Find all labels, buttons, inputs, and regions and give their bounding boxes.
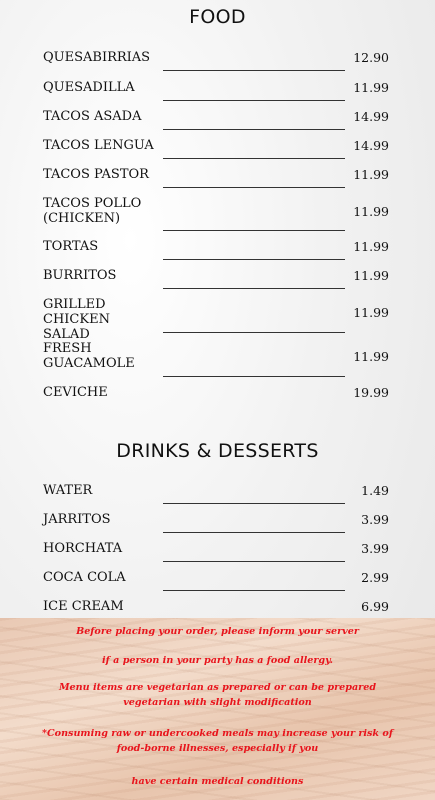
- item-name: COCA COLA: [43, 570, 126, 585]
- item-price: 11.99: [353, 349, 389, 364]
- menu-item: [43, 570, 389, 585]
- item-price: 11.99: [353, 204, 389, 219]
- menu-item: [43, 483, 389, 498]
- item-divider: [163, 70, 345, 71]
- item-divider: [163, 100, 345, 101]
- menu-item: [43, 167, 389, 182]
- raw-food-warning: *Consuming raw or undercooked meals may increase your risk of food-borne illnesses, especially if you: [42, 728, 393, 754]
- item-name: TACOS LENGUA: [43, 138, 154, 153]
- item-price: 19.99: [353, 385, 389, 400]
- item-name: JARRITOS: [43, 512, 111, 527]
- item-price: 1.49: [361, 483, 389, 498]
- item-name: QUESABIRRIAS: [43, 50, 151, 65]
- item-divider: [163, 288, 345, 289]
- item-divider: [163, 532, 345, 533]
- item-name: ICE CREAM: [43, 599, 124, 614]
- item-price: 11.99: [353, 268, 389, 283]
- item-price: 11.99: [353, 80, 389, 95]
- menu-item: [43, 109, 389, 124]
- item-name: GRILLED CHICKEN SALAD: [43, 297, 110, 342]
- item-name: CEVICHE: [43, 385, 108, 400]
- allergy-notice-line-2: if a person in your party has a food allergy.: [102, 655, 333, 666]
- item-divider: [163, 332, 345, 333]
- item-price: 3.99: [361, 541, 389, 556]
- item-name: TORTAS: [43, 239, 99, 254]
- item-price: 14.99: [353, 109, 389, 124]
- item-price: 3.99: [361, 512, 389, 527]
- menu-item: [43, 50, 389, 65]
- menu-item: [43, 268, 389, 283]
- menu-item: [43, 512, 389, 527]
- item-divider: [163, 129, 345, 130]
- allergy-notice-line-1: Before placing your order, please inform your server: [76, 626, 359, 637]
- item-divider: [163, 230, 345, 231]
- item-name: TACOS ASADA: [43, 109, 142, 124]
- item-divider: [163, 187, 345, 188]
- menu-item: [43, 80, 389, 95]
- item-name: HORCHATA: [43, 541, 123, 556]
- menu-item: [43, 599, 389, 614]
- drinks-section-title: DRINKS & DESSERTS: [116, 440, 319, 462]
- item-divider: [163, 259, 345, 260]
- item-name: BURRITOS: [43, 268, 117, 283]
- item-price: 11.99: [353, 305, 389, 320]
- raw-food-warning-end: have certain medical conditions: [131, 776, 304, 787]
- menu-item: [43, 196, 389, 226]
- item-price: 12.90: [353, 50, 389, 65]
- item-divider: [163, 503, 345, 504]
- item-divider: [163, 561, 345, 562]
- food-section-title: FOOD: [189, 6, 246, 28]
- menu-item: [43, 341, 389, 371]
- item-name: TACOS PASTOR: [43, 167, 149, 182]
- menu-item: [43, 385, 389, 400]
- item-price: 6.99: [361, 599, 389, 614]
- item-price: 2.99: [361, 570, 389, 585]
- item-price: 11.99: [353, 167, 389, 182]
- item-divider: [163, 158, 345, 159]
- menu-item: [43, 541, 389, 556]
- item-price: 14.99: [353, 138, 389, 153]
- item-name: QUESADILLA: [43, 80, 135, 95]
- item-price: 11.99: [353, 239, 389, 254]
- item-name: FRESH GUACAMOLE: [43, 341, 135, 371]
- wood-footer-panel: [0, 618, 435, 800]
- item-name: WATER: [43, 483, 93, 498]
- menu-item: [43, 138, 389, 153]
- menu-item: [43, 239, 389, 254]
- item-name: TACOS POLLO (CHICKEN): [43, 196, 142, 226]
- item-divider: [163, 590, 345, 591]
- item-divider: [163, 376, 345, 377]
- vegetarian-notice: Menu items are vegetarian as prepared or can be prepared vegetarian with slight modification: [58, 682, 377, 708]
- menu-item: [43, 297, 389, 342]
